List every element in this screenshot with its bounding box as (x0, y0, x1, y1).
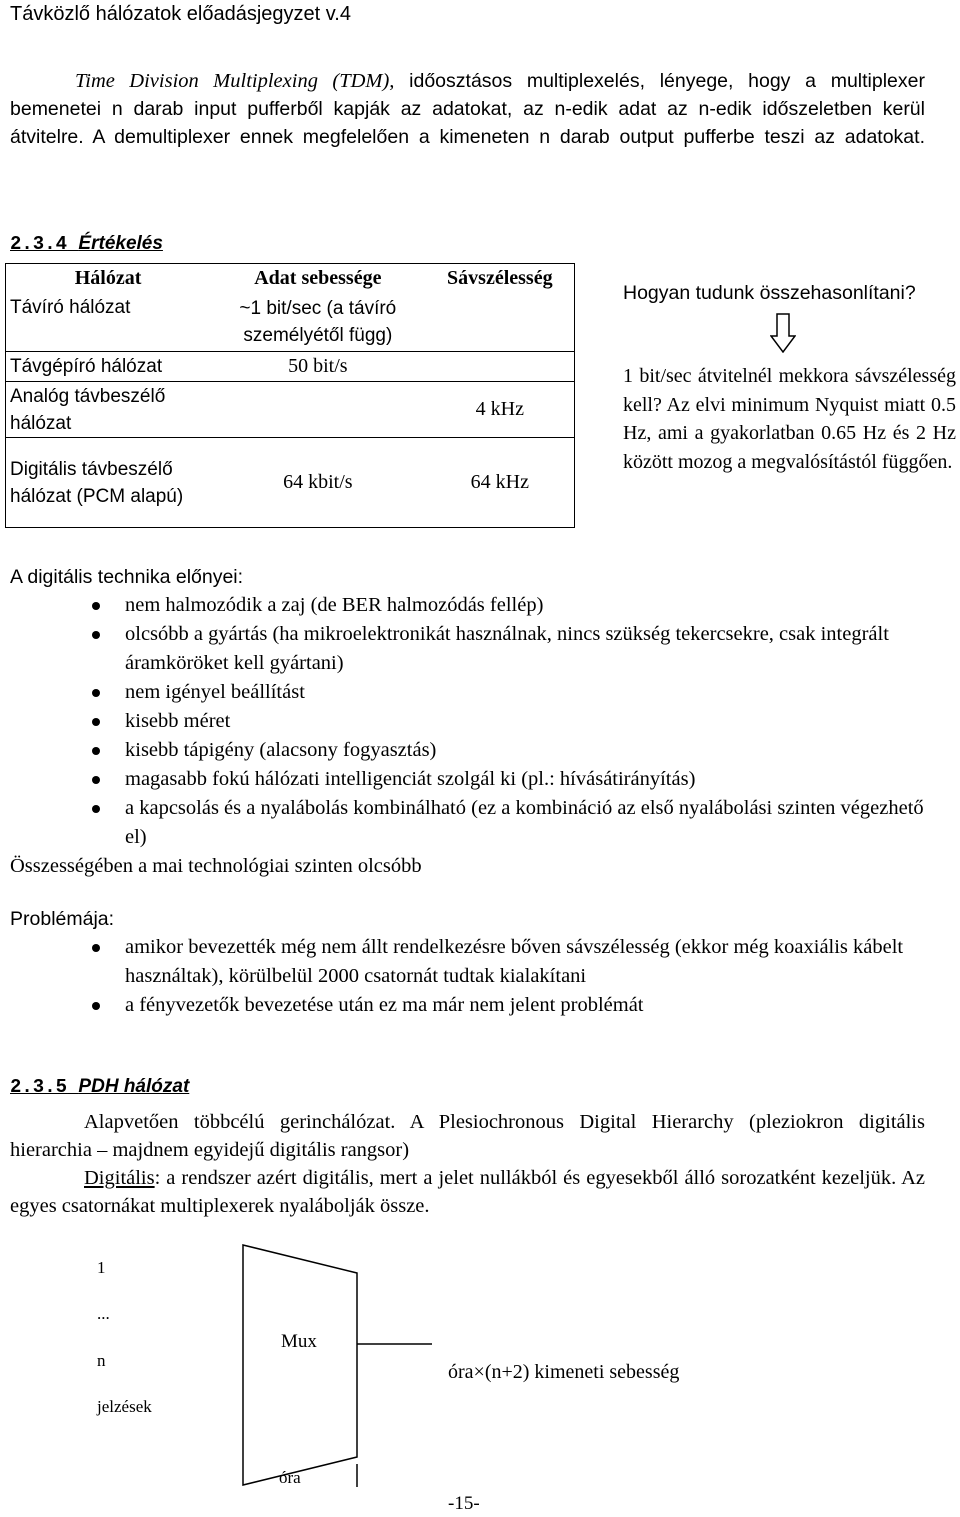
table-header-bandwidth: Sávszélesség (447, 267, 553, 290)
table-cell-network: Távíró hálózat (10, 296, 131, 318)
bullet-icon (92, 689, 100, 697)
section-heading-234 (10, 233, 163, 255)
table-header-rate: Adat sebessége (254, 267, 382, 290)
table-cell-bandwidth (426, 352, 575, 382)
mux-diagram (0, 1235, 960, 1495)
table-cell-network: Digitális távbeszélő hálózat (PCM alapú) (6, 438, 211, 528)
problems-list (10, 933, 950, 1020)
list-item: nem igényel beállítást (10, 678, 950, 707)
section-number: 2.3.5 (10, 1076, 68, 1098)
table-cell-bandwidth: 64 kHz (426, 438, 575, 528)
list-item: nem halmozódik a zaj (de BER halmozódás fellép) (10, 591, 950, 620)
list-item: magasabb fokú hálózati intelligenciát szolgál ki (pl.: hívásátirányítás) (10, 765, 950, 794)
section-heading-235 (10, 1076, 189, 1098)
list-item: kisebb méret (10, 707, 950, 736)
bullet-icon (92, 1002, 100, 1010)
page-number: -15- (448, 1493, 480, 1514)
problems-title: Problémája: (10, 908, 115, 930)
bullet-icon (92, 776, 100, 784)
intro-term: Time Division Multiplexing (TDM), (75, 70, 395, 92)
digital-label: Digitális (84, 1167, 155, 1189)
bullet-icon (92, 602, 100, 610)
section-number: 2.3.4 (10, 233, 68, 255)
clock-label: óra (279, 1468, 301, 1487)
header-title: Távközlő hálózatok előadásjegyzet v.4 (10, 3, 351, 25)
advantages-section (10, 563, 950, 880)
list-item: a fényvezetők bevezetése után ez ma már nem jelent problémát (10, 991, 950, 1020)
network-comparison-table (5, 263, 575, 528)
table-cell-bandwidth: 4 kHz (426, 382, 575, 438)
mux-label: Mux (281, 1331, 317, 1352)
input-label-n: n (97, 1351, 106, 1370)
table-cell-rate (210, 382, 426, 438)
section-title: Értékelés (78, 233, 163, 254)
intro-paragraph (10, 67, 925, 151)
down-arrow-icon (770, 313, 796, 353)
table-cell-rate: ~1 bit/sec (a távíró személyétől függ) (239, 298, 397, 347)
table-cell-bandwidth (426, 294, 575, 352)
list-item: olcsóbb a gyártás (ha mikroelektronikát használnak, nincs szükség tekercsekre, csak integrált áramköröket kell gyártani) (10, 620, 950, 678)
section-title: PDH hálózat (78, 1076, 190, 1097)
table-header-network: Hálózat (74, 267, 142, 290)
problems-section (10, 905, 950, 1020)
input-label-1: 1 (97, 1258, 106, 1277)
bullet-icon (92, 718, 100, 726)
side-answer: 1 bit/sec átvitelnél mekkora sávszélesség kell? Az elvi minimum Nyquist miatt 0.5 Hz, ami a gyakorlatban 0.65 Hz és 2 Hz között mozog a megvalósítástól függően. (623, 365, 956, 473)
side-question: Hogyan tudunk összehasonlítani? (623, 282, 916, 304)
input-label-ellipsis: ... (97, 1304, 110, 1323)
bullet-icon (92, 944, 100, 952)
list-item: amikor bevezették még nem állt rendelkezésre bőven sávszélesség (ekkor még koaxiális kábelt használtak), körülbelül 2000 csatornát tudtak kialakítani (10, 933, 950, 991)
pdh-paragraph-1: Alapvetően többcélú gerinchálózat. A Plesiochronous Digital Hierarchy (pleziokron digitális hierarchia – majdnem egyidejű digitális rangsor) (10, 1111, 925, 1161)
bullet-icon (92, 631, 100, 639)
input-label-signals: jelzések (97, 1397, 152, 1416)
advantages-list (10, 591, 950, 852)
list-item: kisebb tápigény (alacsony fogyasztás) (10, 736, 950, 765)
output-rate-label: óra×(n+2) kimeneti sebesség (448, 1361, 680, 1383)
mux-box (243, 1245, 357, 1485)
bullet-icon (92, 747, 100, 755)
intro-text: időosztásos multiplexelés, lényege, hogy a multiplexer bemenetei n darab input pufferből kapják az adatokat, az n-edik adat az n-edik időszeletben kerül átvitelre. A demultiplexer ennek megfelelően a kimeneten n darab output pufferbe teszi az adatokat. (10, 70, 925, 148)
advantages-title: A digitális technika előnyei: (10, 566, 244, 588)
table-cell-network: Távgépíró hálózat (6, 352, 211, 382)
bullet-icon (92, 805, 100, 813)
table-cell-network: Analóg távbeszélő hálózat (6, 382, 211, 438)
advantages-summary: Összességében a mai technológiai szinten olcsóbb (10, 855, 422, 877)
table-cell-rate: 64 kbit/s (210, 438, 426, 528)
pdh-paragraph-2: Digitális: a rendszer azért digitális, mert a jelet nullákból és egyesekből álló sorozatként kezeljük. Az egyes csatornákat multiplexerek nyalábolják össze. (10, 1167, 925, 1217)
list-item: a kapcsolás és a nyalábolás kombinálható (ez a kombináció az első nyalábolási szinten végezhető el) (10, 794, 950, 852)
table-cell-rate: 50 bit/s (210, 352, 426, 382)
